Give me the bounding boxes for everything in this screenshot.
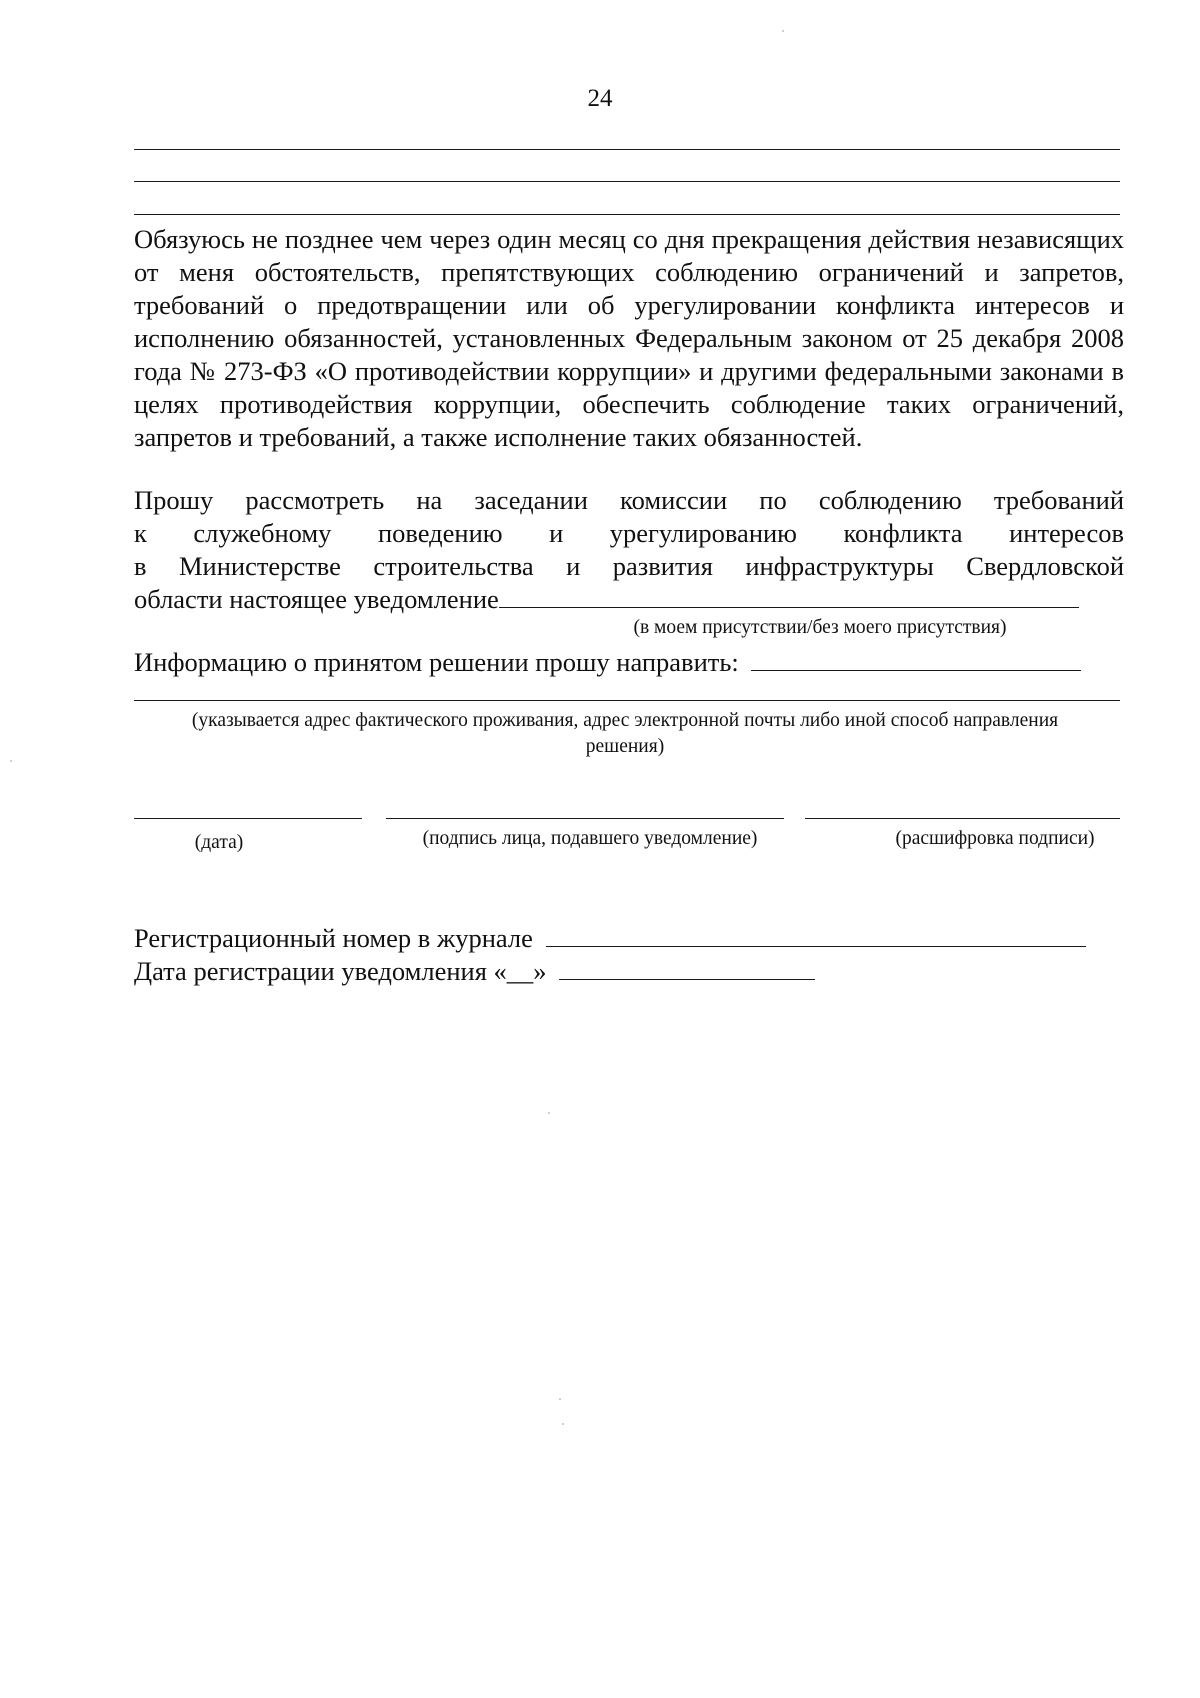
decision-info-row <box>134 646 1081 679</box>
scan-speck <box>782 30 784 32</box>
date-field-line[interactable] <box>134 818 362 819</box>
request-line-3: в Министерстве строительства и развития инфраструктуры Свердловской <box>134 551 1124 581</box>
scan-speck <box>559 1398 561 1400</box>
presence-caption: (в моем присутствии/без моего присутствия) <box>633 617 1007 638</box>
request-line-2: к служебному поведению и урегулированию конфликта интересов <box>134 518 1124 548</box>
decision-info-label: Информацию о принятом решении прошу направить: <box>134 647 739 677</box>
page-number: 24 <box>587 85 613 112</box>
request-line-4-row <box>134 583 1124 616</box>
scan-speck <box>10 760 12 762</box>
signature-field-line[interactable] <box>386 818 784 819</box>
scan-speck <box>548 1112 550 1114</box>
decision-address-line-1[interactable] <box>751 648 1081 671</box>
date-caption: (дата) <box>194 832 244 853</box>
request-line-1: Прошу рассмотреть на заседании комиссии по соблюдению требований <box>134 485 1124 515</box>
signature-caption: (подпись лица, подавшего уведомление) <box>422 828 758 849</box>
journal-number-line[interactable] <box>546 924 1086 947</box>
commitment-paragraph: Обязуюсь не позднее чем через один месяц со дня прекращения действия независящих от меня обстоятельств, препятствующих соблюдению ограничений и запретов, требований о предотвращении или об урегулировании конфликта интересов и исполнению обязанностей, установленных Федеральным законом от 25 декабря 2008 года № 273-ФЗ «О противодействии коррупции» и другими федеральными законами в целях противодействия коррупции, обеспечить соблюдение таких ограничений, запретов и требований, а также исполнение таких обязанностей. <box>134 224 1124 452</box>
decoding-caption: (расшифровка подписи) <box>895 828 1095 849</box>
scan-speck <box>562 1423 564 1425</box>
registration-date-row <box>134 955 815 988</box>
presence-field-line[interactable] <box>499 585 1079 608</box>
blank-line-2 <box>134 181 1120 182</box>
registration-date-line[interactable] <box>559 957 815 980</box>
request-line-4: области настоящее уведомление <box>134 584 499 614</box>
journal-number-row <box>134 922 1086 955</box>
decision-address-line-2[interactable] <box>134 700 1120 701</box>
blank-line-3 <box>134 214 1120 215</box>
address-caption: (указывается адрес фактического проживания, адрес электронной почты либо иной способ направления решения) <box>191 710 1059 757</box>
registration-date-label: Дата регистрации уведомления «__» <box>134 956 547 986</box>
request-paragraph <box>134 484 1124 616</box>
decoding-field-line[interactable] <box>805 818 1120 819</box>
journal-number-label: Регистрационный номер в журнале <box>134 923 533 953</box>
blank-line-1 <box>134 149 1120 150</box>
